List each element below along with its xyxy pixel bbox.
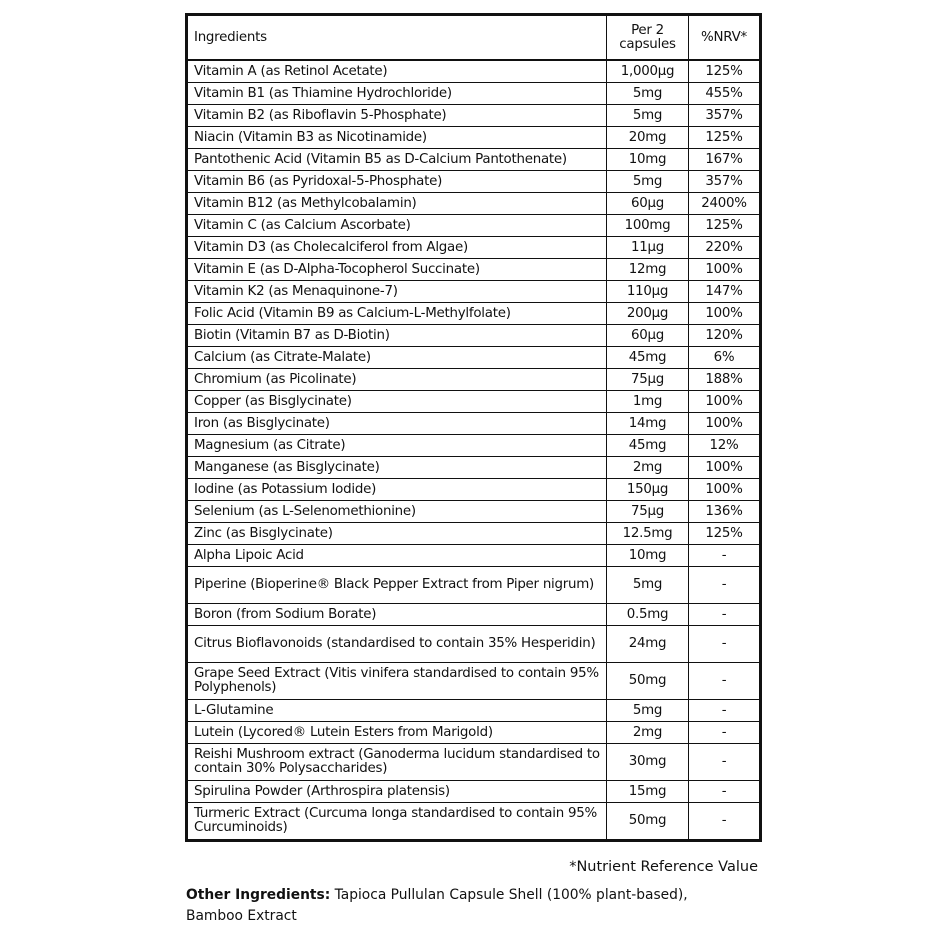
ingredient-nrv: - [689,663,761,700]
header-per-line2: capsules [619,36,676,52]
ingredient-name: Piperine (Bioperine® Black Pepper Extract from Piper nigrum) [187,567,607,604]
ingredient-name: Lutein (Lycored® Lutein Esters from Marigold) [187,722,607,744]
table-row [187,281,761,303]
table-row [187,567,761,604]
ingredient-nrv: 357% [689,171,761,193]
table-row [187,391,761,413]
table-row [187,803,761,841]
ingredient-amount: 30mg [607,744,689,781]
ingredient-nrv: 136% [689,501,761,523]
ingredient-name: Vitamin B2 (as Riboflavin 5-Phosphate) [187,105,607,127]
ingredient-nrv: 125% [689,523,761,545]
ingredient-amount: 5mg [607,105,689,127]
table-row [187,781,761,803]
ingredient-nrv: 147% [689,281,761,303]
table-row [187,435,761,457]
ingredient-nrv: 120% [689,325,761,347]
ingredient-name: Reishi Mushroom extract (Ganoderma lucidum standardised to contain 30% Polysaccharides) [187,744,607,781]
ingredient-amount: 20mg [607,127,689,149]
table-row [187,149,761,171]
ingredient-amount: 100mg [607,215,689,237]
table-row [187,700,761,722]
ingredient-nrv: - [689,626,761,663]
ingredient-nrv: 100% [689,413,761,435]
ingredient-nrv: 100% [689,391,761,413]
ingredient-name: Manganese (as Bisglycinate) [187,457,607,479]
ingredient-name: Spirulina Powder (Arthrospira platensis) [187,781,607,803]
ingredient-amount: 2mg [607,457,689,479]
ingredient-name: Turmeric Extract (Curcuma longa standardised to contain 95% Curcuminoids) [187,803,607,841]
ingredient-amount: 12.5mg [607,523,689,545]
ingredient-amount: 10mg [607,545,689,567]
ingredient-name: Copper (as Bisglycinate) [187,391,607,413]
ingredient-name: Alpha Lipoic Acid [187,545,607,567]
nrv-footnote: *Nutrient Reference Value [569,859,758,875]
ingredient-name: Magnesium (as Citrate) [187,435,607,457]
ingredient-name: Vitamin K2 (as Menaquinone-7) [187,281,607,303]
ingredient-amount: 14mg [607,413,689,435]
nutrition-panel [185,13,759,842]
table-row [187,479,761,501]
table-row [187,105,761,127]
ingredient-name: Boron (from Sodium Borate) [187,604,607,626]
table-row [187,663,761,700]
ingredient-name: Citrus Bioflavonoids (standardised to contain 35% Hesperidin) [187,626,607,663]
table-header-row [187,15,761,61]
ingredient-amount: 12mg [607,259,689,281]
ingredient-name: Chromium (as Picolinate) [187,369,607,391]
ingredient-nrv: 357% [689,105,761,127]
ingredient-amount: 5mg [607,83,689,105]
ingredient-nrv: 100% [689,457,761,479]
ingredient-amount: 0.5mg [607,604,689,626]
table-row [187,369,761,391]
ingredient-amount: 60µg [607,193,689,215]
ingredient-name: Vitamin D3 (as Cholecalciferol from Algae) [187,237,607,259]
ingredient-nrv: 100% [689,303,761,325]
ingredient-nrv: 100% [689,259,761,281]
ingredient-amount: 15mg [607,781,689,803]
ingredient-nrv: 455% [689,83,761,105]
ingredient-amount: 150µg [607,479,689,501]
ingredient-amount: 5mg [607,567,689,604]
table-row [187,259,761,281]
table-row [187,457,761,479]
table-row [187,545,761,567]
ingredient-amount: 5mg [607,171,689,193]
ingredient-amount: 75µg [607,501,689,523]
ingredient-amount: 5mg [607,700,689,722]
ingredient-name: Iron (as Bisglycinate) [187,413,607,435]
ingredient-nrv: - [689,545,761,567]
ingredient-amount: 50mg [607,803,689,841]
ingredient-amount: 200µg [607,303,689,325]
table-row [187,60,761,83]
table-row [187,215,761,237]
ingredient-name: Vitamin E (as D-Alpha-Tocopherol Succinate) [187,259,607,281]
ingredient-name: Vitamin A (as Retinol Acetate) [187,60,607,83]
table-row [187,604,761,626]
ingredient-name: Calcium (as Citrate-Malate) [187,347,607,369]
ingredient-name: Pantothenic Acid (Vitamin B5 as D-Calcium Pantothenate) [187,149,607,171]
ingredient-name: Selenium (as L-Selenomethionine) [187,501,607,523]
ingredient-nrv: - [689,604,761,626]
ingredient-name: Grape Seed Extract (Vitis vinifera standardised to contain 95% Polyphenols) [187,663,607,700]
ingredient-name: Vitamin B6 (as Pyridoxal-5-Phosphate) [187,171,607,193]
table-row [187,83,761,105]
table-row [187,127,761,149]
table-row [187,193,761,215]
ingredients-table [185,13,762,842]
other-ingredients-label: Other Ingredients: [186,887,331,903]
ingredient-name: L-Glutamine [187,700,607,722]
table-row [187,303,761,325]
ingredient-amount: 60µg [607,325,689,347]
header-per-2-capsules [607,15,689,61]
table-row [187,626,761,663]
ingredient-name: Zinc (as Bisglycinate) [187,523,607,545]
ingredient-nrv: 125% [689,60,761,83]
ingredient-name: Vitamin C (as Calcium Ascorbate) [187,215,607,237]
table-row [187,237,761,259]
ingredient-amount: 50mg [607,663,689,700]
ingredient-amount: 24mg [607,626,689,663]
ingredient-name: Niacin (Vitamin B3 as Nicotinamide) [187,127,607,149]
ingredient-name: Vitamin B1 (as Thiamine Hydrochloride) [187,83,607,105]
table-row [187,523,761,545]
ingredients-table-body [187,60,761,841]
ingredient-amount: 10mg [607,149,689,171]
ingredient-nrv: 125% [689,127,761,149]
ingredient-nrv: 220% [689,237,761,259]
ingredient-name: Folic Acid (Vitamin B9 as Calcium-L-Methylfolate) [187,303,607,325]
other-ingredients [186,885,746,927]
header-ingredients: Ingredients [187,15,607,61]
ingredient-amount: 11µg [607,237,689,259]
ingredient-nrv: - [689,781,761,803]
table-row [187,347,761,369]
table-row [187,744,761,781]
ingredient-nrv: - [689,744,761,781]
ingredient-nrv: 12% [689,435,761,457]
ingredient-nrv: 6% [689,347,761,369]
ingredient-nrv: - [689,700,761,722]
table-row [187,413,761,435]
ingredient-nrv: - [689,803,761,841]
other-ingredients-text: Tapioca Pullulan Capsule Shell (100% plant-based), Bamboo Extract [186,887,688,924]
table-row [187,501,761,523]
ingredient-nrv: - [689,567,761,604]
ingredient-name: Vitamin B12 (as Methylcobalamin) [187,193,607,215]
header-nrv: %NRV* [689,15,761,61]
table-row [187,722,761,744]
ingredient-amount: 1mg [607,391,689,413]
ingredient-name: Iodine (as Potassium Iodide) [187,479,607,501]
header-per-line1: Per 2 [631,22,664,38]
ingredient-nrv: 167% [689,149,761,171]
ingredient-nrv: 100% [689,479,761,501]
ingredient-nrv: 188% [689,369,761,391]
ingredient-amount: 45mg [607,435,689,457]
ingredient-name: Biotin (Vitamin B7 as D-Biotin) [187,325,607,347]
ingredient-nrv: - [689,722,761,744]
ingredient-amount: 2mg [607,722,689,744]
table-row [187,325,761,347]
ingredient-nrv: 2400% [689,193,761,215]
table-row [187,171,761,193]
ingredient-amount: 1,000µg [607,60,689,83]
ingredient-nrv: 125% [689,215,761,237]
ingredient-amount: 45mg [607,347,689,369]
ingredient-amount: 110µg [607,281,689,303]
ingredient-amount: 75µg [607,369,689,391]
